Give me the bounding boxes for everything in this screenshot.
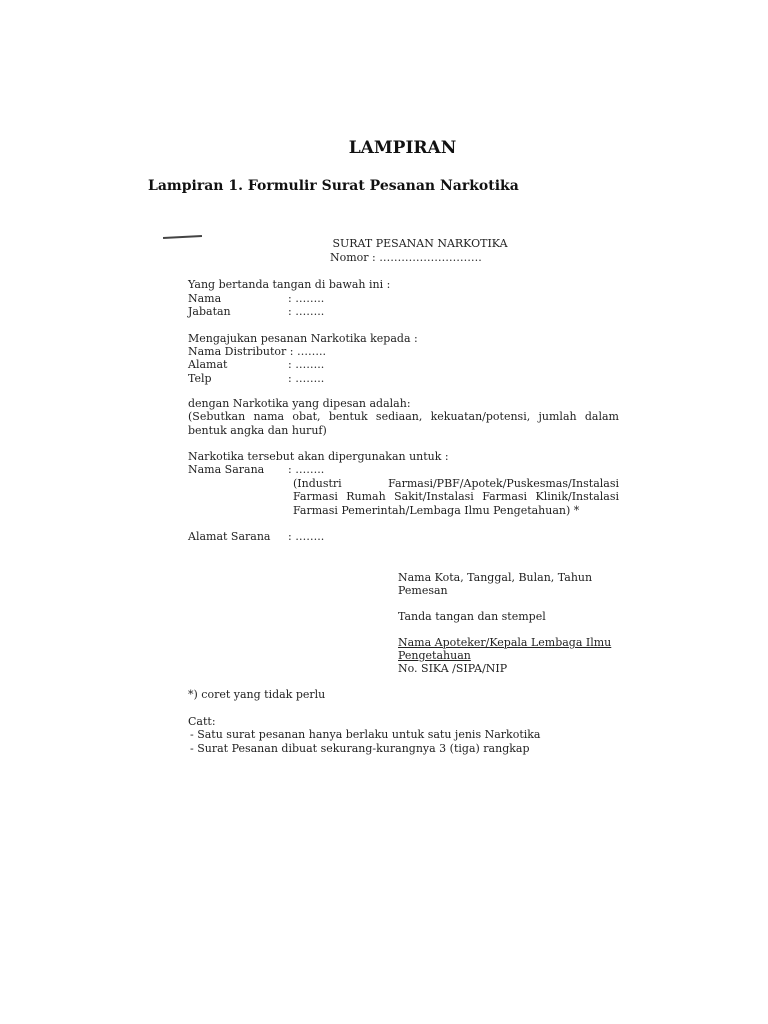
place-date: Nama Kota, Tanggal, Bulan, Tahun	[398, 571, 593, 584]
nama-value: : ……..	[288, 292, 325, 305]
signer-name-1: Nama Apoteker/Kepala Lembaga Ilmu	[398, 636, 612, 649]
signer-id: No. SIKA /SIPA/NIP	[398, 662, 508, 675]
nama-label: Nama	[188, 292, 222, 305]
alamat-label: Alamat	[188, 358, 228, 371]
order-intro: Mengajukan pesanan Narkotika kepada :	[188, 332, 418, 345]
ordered-desc-2: bentuk angka dan huruf)	[188, 424, 327, 437]
page-heading: LAMPIRAN	[348, 138, 457, 158]
orderer-label: Pemesan	[398, 584, 448, 597]
signer-name-2: Pengetahuan	[398, 649, 471, 662]
signature-line: Tanda tangan dan stempel	[398, 610, 546, 623]
alamat-sarana-label: Alamat Sarana	[188, 530, 271, 543]
signer-intro: Yang bertanda tangan di bawah ini :	[188, 278, 391, 291]
form-title: SURAT PESANAN NARKOTIKA	[332, 237, 508, 250]
notes-label: Catt:	[188, 715, 216, 728]
telp-label: Telp	[188, 372, 212, 385]
usage-intro: Narkotika tersebut akan dipergunakan untuk :	[188, 450, 449, 463]
sarana-value: : ……..	[288, 463, 325, 476]
sarana-options-1: (Industri Farmasi/PBF/Apotek/Puskesmas/Instalasi	[293, 477, 619, 490]
telp-value: : ……..	[288, 372, 325, 385]
form-number: Nomor : ……………………….	[330, 251, 482, 264]
alamat-value: : ……..	[288, 358, 325, 371]
jabatan-label: Jabatan	[188, 305, 231, 318]
sarana-options-2: Farmasi Rumah Sakit/Instalasi Farmasi Klinik/Instalasi	[293, 490, 619, 503]
note-1: - Satu surat pesanan hanya berlaku untuk satu jenis Narkotika	[190, 728, 541, 741]
attachment-title: Lampiran 1. Formulir Surat Pesanan Narkotika	[148, 178, 519, 194]
decorative-dash	[163, 235, 202, 239]
note-2: - Surat Pesanan dibuat sekurang-kurangnya 3 (tiga) rangkap	[190, 742, 530, 755]
footnote: *) coret yang tidak perlu	[188, 688, 326, 701]
sarana-label: Nama Sarana	[188, 463, 265, 476]
distributor-line: Nama Distributor : ……..	[188, 345, 326, 358]
sarana-options-3: Farmasi Pemerintah/Lembaga Ilmu Pengetahuan) *	[293, 504, 580, 517]
jabatan-value: : ……..	[288, 305, 325, 318]
ordered-intro: dengan Narkotika yang dipesan adalah:	[188, 397, 411, 410]
alamat-sarana-value: : ……..	[288, 530, 325, 543]
ordered-desc-1: (Sebutkan nama obat, bentuk sediaan, kekuatan/potensi, jumlah dalam	[188, 410, 619, 423]
